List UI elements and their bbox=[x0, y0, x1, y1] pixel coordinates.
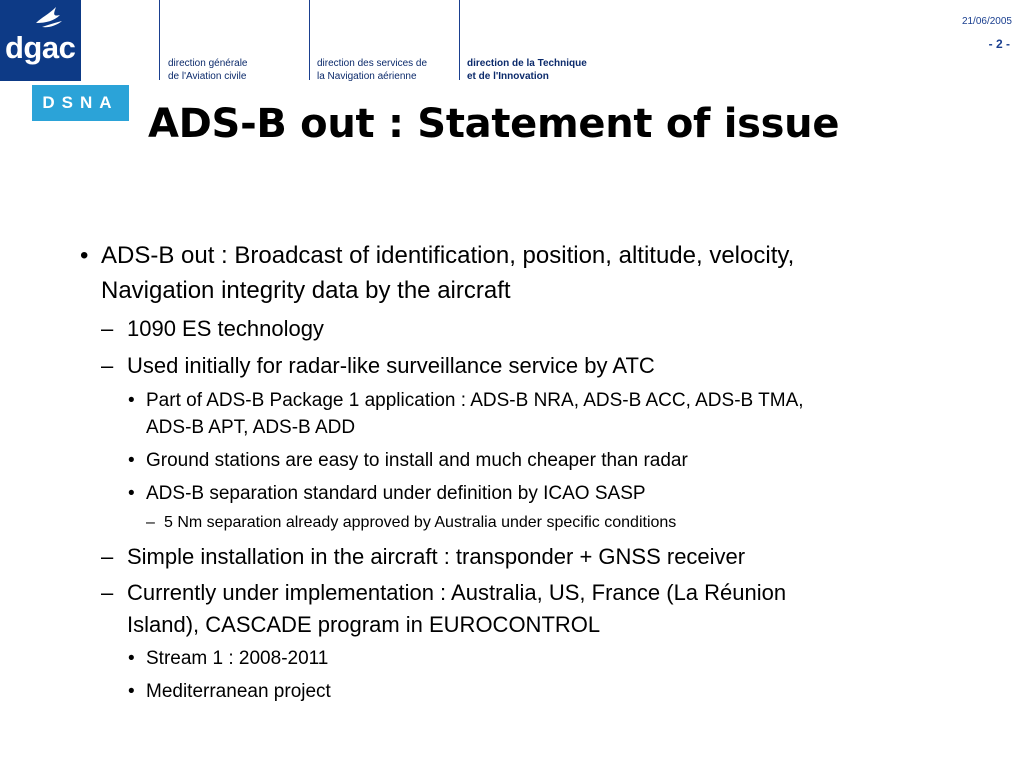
dept-dti-line2: et de l'Innovation bbox=[467, 71, 549, 82]
sub-sub-bullet-text: Ground stations are easy to install and much cheaper than radar bbox=[146, 450, 688, 471]
sub-sub-bullet-text: Mediterranean project bbox=[146, 681, 331, 702]
bullet-marker: • bbox=[80, 242, 89, 269]
bullet-text: ADS-B out : Broadcast of identification, position, altitude, velocity, bbox=[101, 242, 795, 269]
dept-dti bbox=[467, 57, 587, 83]
dash-marker: – bbox=[146, 514, 155, 531]
sub-sub-bullet-text: Part of ADS-B Package 1 application : ADS-B NRA, ADS-B ACC, ADS-B TMA, bbox=[146, 390, 804, 411]
header-divider bbox=[459, 0, 460, 80]
sub-bullet-text: Currently under implementation : Australia, US, France (La Réunion bbox=[127, 580, 787, 605]
dept-dsna-line2: la Navigation aérienne bbox=[317, 71, 417, 82]
dash-marker: – bbox=[101, 316, 114, 341]
bullet-marker: • bbox=[128, 483, 135, 504]
dept-dti-line1: direction de la Technique bbox=[467, 58, 587, 69]
bullet-marker: • bbox=[128, 390, 135, 411]
bullet-marker: • bbox=[128, 648, 135, 669]
bullet-text-cont: Navigation integrity data by the aircraft bbox=[101, 277, 511, 304]
sub-bullet-text: Simple installation in the aircraft : transponder + GNSS receiver bbox=[127, 544, 746, 569]
sub-bullet-text: 1090 ES technology bbox=[127, 316, 324, 341]
bird-logo-icon bbox=[34, 3, 64, 31]
dash-marker: – bbox=[101, 580, 114, 605]
sub-bullet-text-cont: Island), CASCADE program in EUROCONTROL bbox=[127, 612, 601, 637]
header-divider bbox=[159, 0, 160, 80]
level4-bullet-text: 5 Nm separation already approved by Australia under specific conditions bbox=[164, 514, 677, 531]
dept-dgac-line2: de l'Aviation civile bbox=[168, 71, 247, 82]
dsna-logo: DSNA bbox=[32, 85, 129, 121]
dgac-logo bbox=[0, 0, 81, 81]
page-number: - 2 - bbox=[988, 37, 1010, 51]
logo-text: dgac bbox=[5, 30, 76, 65]
dept-dsna bbox=[317, 57, 427, 83]
dept-dgac bbox=[168, 57, 248, 83]
slide-title: ADS-B out : Statement of issue bbox=[148, 101, 840, 147]
sub-sub-bullet-text: Stream 1 : 2008-2011 bbox=[146, 648, 329, 669]
sub-sub-bullet-text: ADS-B separation standard under definition by ICAO SASP bbox=[146, 483, 646, 504]
sub-sub-bullet-text-cont: ADS-B APT, ADS-B ADD bbox=[146, 417, 356, 438]
slide-date: 21/06/2005 bbox=[961, 16, 1012, 27]
bullet-marker: • bbox=[128, 450, 135, 471]
dash-marker: – bbox=[101, 353, 114, 378]
dash-marker: – bbox=[101, 544, 114, 569]
bullet-marker: • bbox=[128, 681, 135, 702]
header-divider bbox=[309, 0, 310, 80]
sub-bullet-text: Used initially for radar-like surveillance service by ATC bbox=[127, 353, 655, 378]
dept-dgac-line1: direction générale bbox=[168, 58, 248, 69]
dept-dsna-line1: direction des services de bbox=[317, 58, 428, 69]
